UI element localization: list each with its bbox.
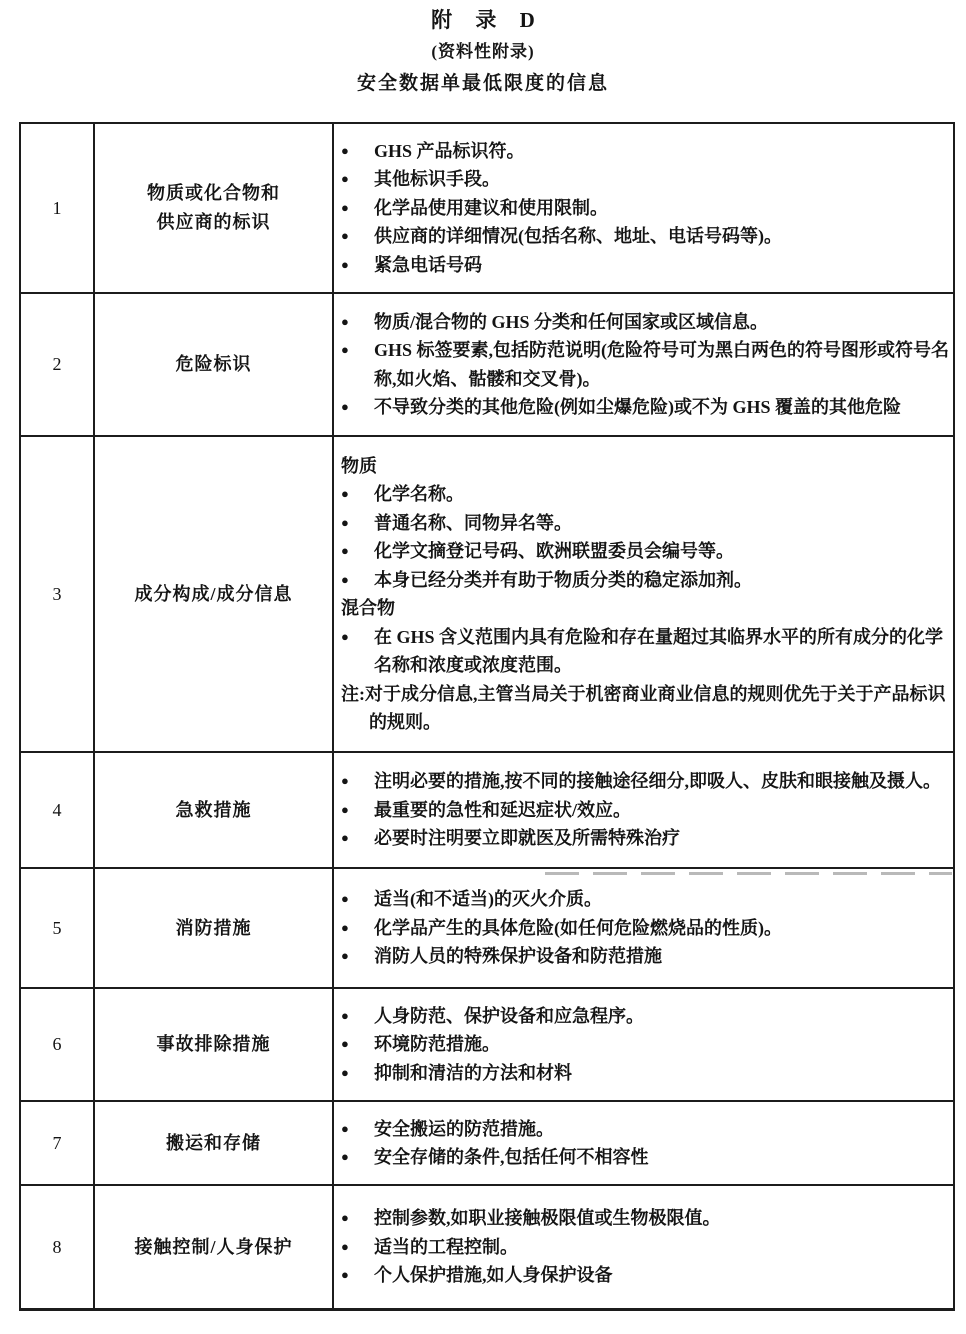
scan-artifact: [545, 872, 952, 875]
content-cell: [334, 294, 953, 435]
bullet-icon: ●: [341, 773, 349, 789]
bullet-icon: ●: [341, 514, 349, 530]
category-line: 消防措施: [175, 917, 252, 938]
category-line: 危险标识: [175, 354, 252, 374]
category-cell: [95, 869, 334, 987]
bullet-icon: ●: [341, 486, 349, 501]
bullet-icon: ●: [341, 228, 349, 244]
category-cell: [95, 989, 334, 1100]
bullet-item: [341, 222, 949, 251]
appendix-header: [0, 0, 966, 96]
bullet-text: 注明必要的措施,按不同的接触途径细分,即吸人、皮肤和眼接触及摄人。: [374, 771, 941, 792]
table-row: [21, 987, 953, 1100]
bullet-text: 化学文摘登记号码、欧洲联盟委员会编号等。: [374, 541, 734, 561]
bullet-text: 个人保护措施,如人身保护设备: [374, 1265, 613, 1286]
category-text: [134, 580, 292, 609]
bullet-text: 安全搬运的防范措施。: [374, 1118, 554, 1139]
content-cell: [334, 124, 953, 292]
bullet-item: [341, 336, 949, 393]
bullet-text: GHS 产品标识符。: [374, 140, 525, 161]
row-number-cell: 1: [21, 124, 95, 292]
bullet-text: 环境防范措施。: [374, 1034, 500, 1055]
bullet-icon: ●: [341, 948, 349, 964]
category-text: [166, 1129, 261, 1158]
bullet-text: 其他标识手段。: [374, 169, 500, 190]
bullet-item: [341, 623, 949, 680]
bullet-icon: ●: [341, 571, 349, 587]
appendix-heading: 安全数据单最低限度的信息: [356, 73, 609, 94]
bullet-icon: ●: [341, 142, 349, 158]
bullet-icon: ●: [341, 1210, 349, 1226]
category-cell: [95, 753, 334, 867]
row-number-cell: 8: [21, 1186, 95, 1308]
content-cell: [334, 1186, 953, 1308]
bullet-item: [341, 767, 949, 796]
category-line: 搬运和存储: [166, 1132, 261, 1153]
table-row: [21, 435, 953, 751]
category-line: 事故排除措施: [156, 1034, 271, 1054]
bullet-item: [341, 308, 949, 337]
bullet-text: 适当的工程控制。: [374, 1236, 518, 1257]
bullet-icon: ●: [341, 1036, 349, 1052]
bullet-item: [341, 1143, 949, 1172]
content-cell: [334, 437, 953, 751]
bullet-item: [341, 137, 949, 166]
sds-table: [19, 122, 955, 1311]
bullet-text: 适当(和不适当)的灭火介质。: [374, 889, 602, 910]
row-number-cell: 3: [21, 437, 95, 751]
bullet-icon: ●: [341, 1064, 349, 1080]
bullet-text: 必要时注明要立即就医及所需特殊治疗: [374, 828, 680, 849]
bullet-text: 不导致分类的其他危险(例如尘爆危险)或不为 GHS 覆盖的其他危险: [374, 397, 901, 417]
content-cell: [334, 753, 953, 867]
category-cell: [95, 1102, 334, 1184]
table-row: [21, 292, 953, 435]
bullet-item: [341, 914, 949, 943]
bullet-icon: ●: [341, 1120, 349, 1136]
bullet-item: [341, 942, 949, 971]
bullet-icon: ●: [341, 1238, 349, 1254]
row-number-cell: 5: [21, 869, 95, 987]
bullet-icon: ●: [341, 342, 349, 357]
bullet-text: 物质/混合物的 GHS 分类和任何国家或区域信息。: [374, 311, 769, 332]
bullet-item: [341, 1115, 949, 1144]
bullet-item: [341, 796, 949, 825]
category-text: [147, 179, 280, 237]
bullet-item: [341, 194, 949, 223]
category-line: 接触控制/人身保护: [134, 1236, 293, 1257]
bullet-item: [341, 480, 949, 509]
bullet-item: [341, 824, 949, 853]
appendix-title: 附 录 D: [431, 8, 544, 32]
category-line: 急救措施: [175, 799, 252, 820]
bullet-text: 最重要的急性和延迟症状/效应。: [374, 799, 631, 820]
section-label: 物质: [341, 455, 377, 476]
section-label: 混合物: [341, 598, 395, 618]
bullet-icon: ●: [341, 171, 349, 187]
bullet-icon: ●: [341, 1267, 349, 1283]
category-text: [134, 1233, 292, 1262]
bullet-text: 安全存储的条件,包括任何不相容性: [374, 1147, 649, 1167]
bullet-text: 消防人员的特殊保护设备和防范措施: [374, 946, 662, 967]
bullet-icon: ●: [341, 891, 349, 907]
bullet-text: 化学品产生的具体危险(如任何危险燃烧品的性质)。: [374, 917, 782, 938]
content-cell: [334, 989, 953, 1100]
row-number-cell: 6: [21, 989, 95, 1100]
category-cell: [95, 294, 334, 435]
bullet-text: 紧急电话号码: [374, 254, 482, 275]
bullet-icon: ●: [341, 919, 349, 935]
bullet-text: 控制参数,如职业接触极限值或生物极限值。: [374, 1208, 721, 1229]
bullet-icon: ●: [341, 256, 349, 272]
bullet-item: [341, 251, 949, 280]
bullet-item: [341, 566, 949, 595]
row-number-cell: 2: [21, 294, 95, 435]
bullet-item: [341, 1261, 949, 1290]
bullet-item: [341, 509, 949, 538]
category-line: 物质或化合物和: [147, 183, 280, 203]
category-text: [176, 914, 252, 943]
bullet-text: 本身已经分类并有助于物质分类的稳定添加剂。: [374, 569, 752, 590]
note-line: 注:对于成分信息,主管当局关于机密商业商业信息的规则优先于关于产品标识的规则。: [341, 683, 946, 732]
bullet-item: [341, 1059, 949, 1088]
category-text: [157, 1030, 271, 1059]
bullet-item: [341, 1002, 949, 1031]
bullet-item: [341, 393, 949, 422]
bullet-text: 化学名称。: [374, 484, 464, 504]
content-cell: [334, 869, 953, 987]
category-text: [176, 350, 252, 379]
bullet-icon: ●: [341, 313, 349, 329]
bullet-text: 人身防范、保护设备和应急程序。: [374, 1005, 644, 1026]
table-row: [21, 124, 953, 292]
row-number-cell: 4: [21, 753, 95, 867]
appendix-subtitle: (资料性附录): [431, 42, 535, 61]
bullet-icon: ●: [341, 199, 349, 215]
bullet-icon: ●: [341, 543, 349, 558]
category-line: 成分构成/成分信息: [134, 583, 293, 604]
content-cell: [334, 1102, 953, 1184]
bullet-item: [341, 165, 949, 194]
bullet-item: [341, 1233, 949, 1262]
bullet-text: 抑制和清洁的方法和材料: [374, 1062, 572, 1083]
bullet-item: [341, 1030, 949, 1059]
bullet-icon: ●: [341, 801, 349, 817]
bullet-icon: ●: [341, 830, 349, 846]
bullet-icon: ●: [341, 1149, 349, 1164]
table-row: [21, 867, 953, 987]
bullet-text: 在 GHS 含义范围内具有危险和存在量超过其临界水平的所有成分的化学名称和浓度或浓度范围。: [374, 626, 944, 675]
bullet-item: [341, 537, 949, 566]
table-row: [21, 1184, 953, 1308]
category-cell: [95, 437, 334, 751]
bullet-text: 普通名称、同物异名等。: [374, 512, 572, 533]
row-number-cell: 7: [21, 1102, 95, 1184]
category-cell: [95, 1186, 334, 1308]
bullet-item: [341, 1204, 949, 1233]
bullet-item: [341, 885, 949, 914]
bullet-text: 化学品使用建议和使用限制。: [374, 197, 608, 218]
bullet-text: GHS 标签要素,包括防范说明(危险符号可为黑白两色的符号图形或符号名称,如火焰、骷髅和交叉骨)。: [374, 340, 950, 389]
category-cell: [95, 124, 334, 292]
bullet-icon: ●: [341, 628, 349, 644]
bullet-text: 供应商的详细情况(包括名称、地址、电话号码等)。: [374, 226, 782, 247]
category-line: 供应商的标识: [156, 212, 271, 232]
table-row: [21, 751, 953, 867]
bullet-icon: ●: [341, 399, 349, 414]
category-text: [176, 796, 252, 825]
table-row: [21, 1100, 953, 1184]
bullet-icon: ●: [341, 1007, 349, 1023]
